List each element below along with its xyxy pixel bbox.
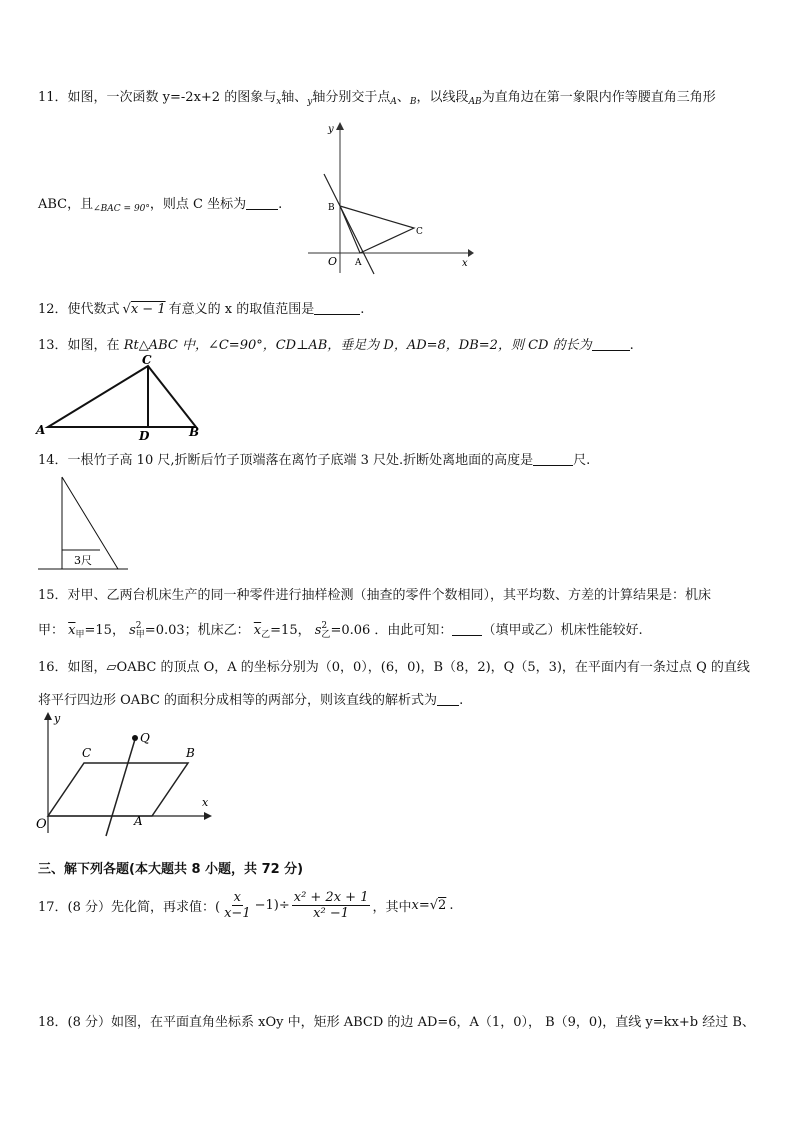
fig16-origin-label: O — [36, 817, 47, 832]
fig16-b-label: B — [186, 746, 195, 760]
angle-bac: ∠BAC = 90° — [93, 204, 150, 214]
y-variable: y — [307, 97, 313, 107]
sqrt-expression: √x − 1 — [122, 302, 166, 317]
sqrt-two: √2 — [429, 898, 447, 913]
point-b: B — [409, 97, 417, 107]
q14-line: 14．一根竹子高 10 尺,折断后竹子顶端落在离竹子底端 3 尺处.折断处离地面的高度是 尺. — [38, 453, 591, 468]
fig11-origin-label: O — [328, 255, 338, 268]
q13-figure — [34, 352, 214, 444]
fig13-b-label: B — [189, 425, 200, 439]
fig11-c-label: C — [416, 227, 423, 237]
fig16-y-label: y — [54, 712, 61, 725]
point-a: A — [390, 97, 397, 107]
variance-jia: s 2 甲 =0.03 — [129, 620, 185, 640]
answer-blank — [246, 197, 278, 210]
mean-yi: $\overline{x}_乙=15$ — [253, 623, 298, 640]
q11-line1: 11．如图，一次函数 y=-2x+2 的图象与$_x$轴、$_y$轴分别交于点$_A$、$_B$，以线段$_{AB}$为直角边在第一象限内作等腰直角三角形 — [38, 90, 716, 107]
fig11-b-label: B — [328, 203, 335, 213]
q11-line2: ABC，且$_{\angle BAC = 90^\circ}$，则点 C 坐标为 . — [38, 197, 283, 214]
fig16-q-label: Q — [140, 731, 150, 745]
fig13-c-label: C — [142, 353, 152, 367]
fig13-d-label: D — [139, 429, 150, 443]
fig11-y-label: y — [328, 124, 334, 135]
q14-figure — [38, 472, 138, 572]
x-variable: x — [276, 97, 282, 107]
fig11-x-label: x — [462, 258, 468, 269]
q17-line: 17．(8 分）先化简，再求值：( $\frac{x}{x-1}$ −1)÷ $\frac{\text{x² + 2x + 1}}{\text{x² −1}}$ ，其中 x = √2 . — [38, 890, 454, 921]
answer-blank — [592, 338, 630, 351]
q15-line1: 15．对甲、乙两台机床生产的同一种零件进行抽样检测（抽查的零件个数相同），其平均数、方差的计算结果是：机床 — [38, 588, 712, 603]
q18-line: 18．(8 分）如图，在平面直角坐标系 xOy 中，矩形 ABCD 的边 AD=6，A（1，0）， B（9，0)，直线 y=kx+b 经过 B、 — [38, 1015, 755, 1030]
fraction-2: $\frac{\text{x² + 2x + 1}}{\text{x² −1}}$ — [293, 890, 369, 921]
fraction-1: $\frac{x}{x-1}$ — [224, 890, 251, 921]
variance-yi: s 2 乙 =0.06 — [314, 620, 371, 640]
answer-blank — [437, 693, 459, 706]
fig16-a-label: A — [134, 814, 143, 828]
segment-ab: AB — [468, 97, 482, 107]
q16-figure — [34, 708, 224, 838]
fig16-x-label: x — [202, 796, 209, 809]
q15-line2: 甲： $\overline{x}_甲=15$， s 2 甲 =0.03；机床乙： $\overline{x}_乙=15$， s 2 乙 =0.06 ．由此可知： （填甲或乙）机床性能较好. — [38, 620, 643, 640]
answer-blank — [314, 302, 360, 315]
q13-line: 13．如图，在 Rt△ABC 中，∠C=90°，CD⊥AB，垂足为 D，AD=8，DB=2，则 CD 的长为 . — [38, 338, 634, 353]
section-heading: 三、解下列各题(本大题共 8 小题，共 72 分) — [38, 862, 304, 877]
q12-line: 12．使代数式 √x − 1 有意义的 x 的取值范围是 . — [38, 302, 365, 317]
answer-blank — [533, 453, 573, 466]
q16-line1: 16．如图，▱OABC 的顶点 O，A 的坐标分别为（0，0），(6，0)，B（8，2)，Q（5，3)，在平面内有一条过点 Q 的直线 — [38, 660, 750, 675]
fig11-a-label: A — [355, 258, 362, 268]
fig13-a-label: A — [36, 423, 46, 437]
mean-jia: $\overline{x}_甲=15$ — [68, 623, 112, 640]
fig14-distance-label: 3尺 — [74, 554, 92, 567]
q11-figure — [300, 118, 480, 278]
fig16-c-label: C — [82, 746, 92, 760]
answer-blank — [452, 623, 482, 636]
q16-line2: 将平行四边形 OABC 的面积分成相等的两部分，则该直线的解析式为 . — [38, 693, 464, 708]
